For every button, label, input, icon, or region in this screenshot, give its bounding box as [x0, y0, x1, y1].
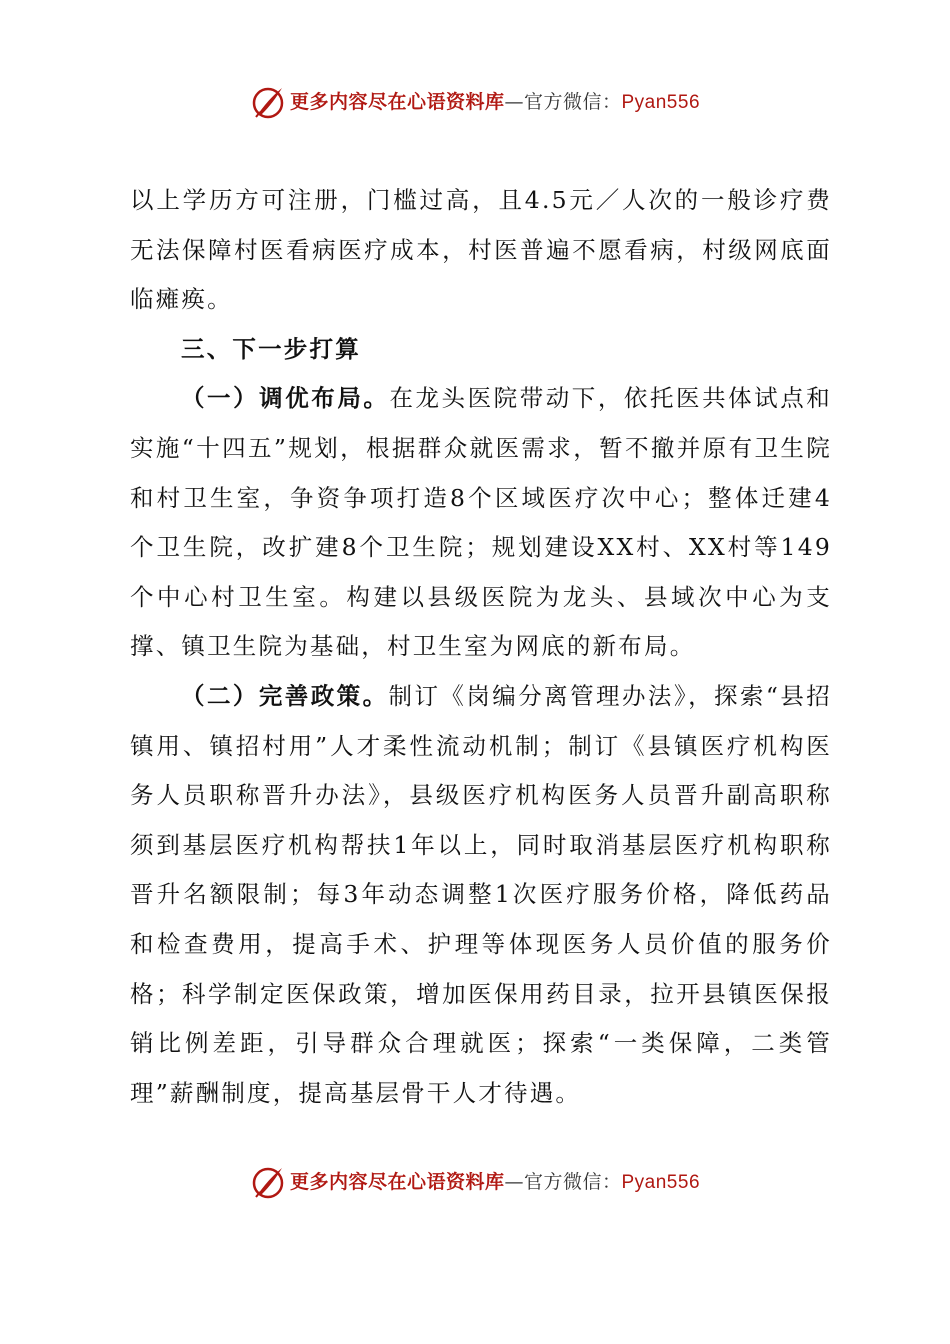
watermark-main-text: 更多内容尽在心语资料库 — [289, 1170, 505, 1193]
watermark-sub-text: 官方微信： — [523, 90, 622, 113]
item-2-text: 制订《岗编分离管理办法》，探索“县招镇用、镇招村用”人才柔性流动机制；制订《县镇医疗机构医务人员职称晋升办法》，县级医疗机构医务人员晋升副高职称须到基层医疗机构帮扶1年以上，同时取消基层医疗机构职称晋升名额限制；每3年动态调整1次医疗服务价格，降低药品和检查费用，提高手术、护理等体现医务人员价值的服务价格；科学制定医保政策，增加医保用药目录，拉开县镇医保报销比例差距，引导群众合理就医；探索“一类保障，二类管理”薪酬制度，提高基层骨干人才待遇。 — [130, 681, 832, 1107]
watermark-wechat-id: Pyan556 — [621, 1171, 701, 1193]
watermark-wechat-id: Pyan556 — [621, 91, 701, 113]
paragraph-continuation: 以上学历方可注册，门槛过高，且4.5元／人次的一般诊疗费无法保障村医看病医疗成本，村医普遍不愿看病，村级网底面临瘫痪。 — [130, 186, 832, 314]
watermark-banner-top — [0, 80, 950, 124]
item-1-heading: （一）调优布局。 — [181, 384, 390, 413]
watermark-dash: — — [504, 90, 524, 113]
quill-pen-seal-icon — [250, 84, 286, 120]
paragraph-item-2 — [130, 672, 832, 1118]
watermark-sub-text: 官方微信： — [523, 1170, 622, 1193]
watermark-banner-bottom — [0, 1160, 950, 1204]
item-2-heading: （二）完善政策。 — [181, 681, 389, 710]
watermark-main-text: 更多内容尽在心语资料库 — [289, 90, 505, 113]
watermark-dash: — — [504, 1170, 524, 1193]
section-heading: 三、下一步打算 — [181, 334, 361, 363]
paragraph-item-1 — [130, 374, 832, 672]
item-1-text: 在龙头医院带动下，依托医共体试点和实施“十四五”规划，根据群众就医需求，暂不撤并原有卫生院和村卫生室，争资争项打造8个区域医疗次中心；整体迁建4个卫生院，改扩建8个卫生院；规划建设XX村、XX村等149个中心村卫生室。构建以县级医院为龙头、县域次中心为支撑、镇卫生院为基础，村卫生室为网底的新布局。 — [130, 384, 832, 661]
document-body — [130, 176, 832, 1118]
quill-pen-seal-icon — [250, 1164, 286, 1200]
